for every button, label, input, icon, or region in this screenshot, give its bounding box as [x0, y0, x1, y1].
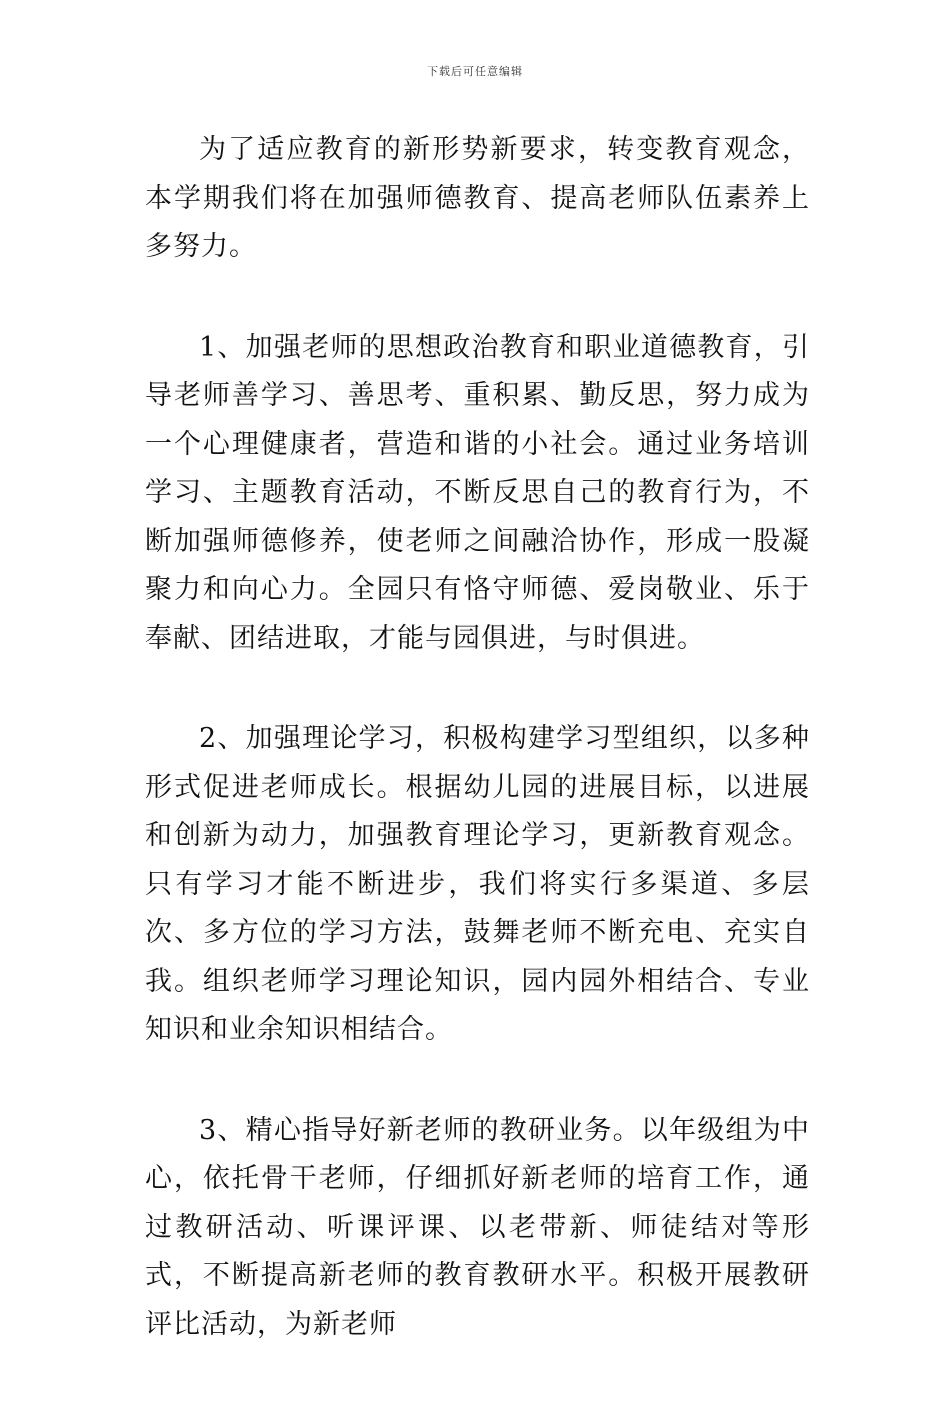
- intro-paragraph: 为了适应教育的新形势新要求，转变教育观念，本学期我们将在加强师德教育、提高老师队伍素养上多努力。: [145, 134, 810, 262]
- paragraph-1: 1、加强老师的思想政治教育和职业道德教育，引导老师善学习、善思考、重积累、勤反思，努力成为一个心理健康者，营造和谐的小社会。通过业务培训学习、主题教育活动，不断反思自己的教育行为，不断加强师德修养，使老师之间融洽协作，形成一股凝聚力和向心力。全园只有恪守师德、爱岗敬业、乐于奉献、团结进取，才能与园俱进，与时俱进。: [145, 331, 810, 654]
- document-body: [145, 126, 810, 1401]
- paragraph-3: 3、精心指导好新老师的教研业务。以年级组为中心，依托骨干老师，仔细抓好新老师的培育工作，通过教研活动、听课评课、以老带新、师徒结对等形式，不断提高新老师的教育教研水平。积极开展教研评比活动，为新老师: [145, 1114, 810, 1340]
- page-header: 下载后可任意编辑: [427, 65, 523, 78]
- paragraph-2: 2、加强理论学习，积极构建学习型组织，以多种形式促进老师成长。根据幼儿园的进展目标，以进展和创新为动力，加强教育理论学习，更新教育观念。只有学习才能不断进步，我们将实行多渠道、多层次、多方位的学习方法，鼓舞老师不断充电、充实自我。组织老师学习理论知识，园内园外相结合、专业知识和业余知识相结合。: [145, 723, 810, 1045]
